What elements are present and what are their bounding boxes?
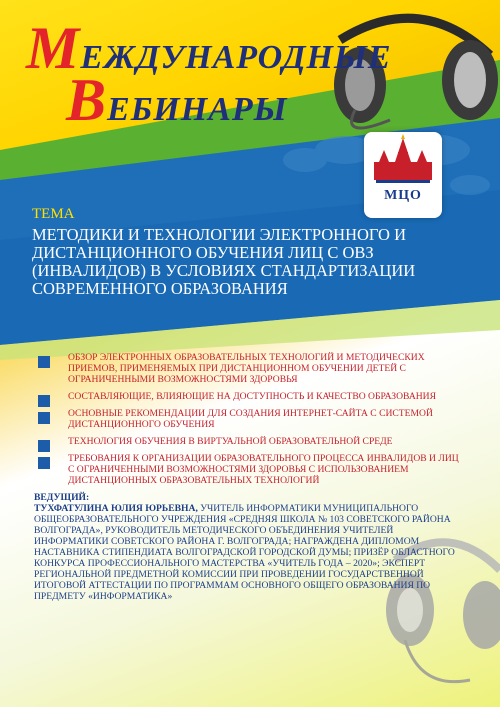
host-name: ТУХФАТУЛИНА ЮЛИЯ ЮРЬЕВНА, bbox=[34, 503, 198, 514]
title-line-2-initial: В bbox=[66, 67, 108, 133]
topic-title: МЕТОДИКИ И ТЕХНОЛОГИИ ЭЛЕКТРОННОГО И ДИСТАНЦИОННОГО ОБУЧЕНИЯ ЛИЦ С ОВЗ (ИНВАЛИДОВ) В УСЛОВИЯХ СТАНДАРТИЗАЦИИ СОВРЕМЕННОГО ОБРАЗОВАНИЯ bbox=[32, 225, 416, 298]
title-line-1-rest: ЕЖДУНАРОДНЫЕ bbox=[80, 39, 392, 76]
list-item: ОБЗОР ЭЛЕКТРОННЫХ ОБРАЗОВАТЕЛЬНЫХ ТЕХНОЛОГИЙ И МЕТОДИЧЕСКИХ ПРИЕМОВ, ПРИМЕНЯЕМЫХ ПРИ ДИСТАНЦИОННОМ ОБУЧЕНИИ ДЕТЕЙ С ОГРАНИЧЕННЫМИ ВОЗМОЖНОСТЯМИ ЗДОРОВЬЯ bbox=[36, 352, 466, 385]
list-item: ТЕХНОЛОГИЯ ОБУЧЕНИЯ В ВИРТУАЛЬНОЙ ОБРАЗОВАТЕЛЬНОЙ СРЕДЕ bbox=[36, 436, 466, 447]
bullet-square-icon bbox=[38, 395, 50, 407]
bullet-square-icon bbox=[38, 440, 50, 452]
host-info bbox=[34, 492, 464, 602]
list-item: ТРЕБОВАНИЯ К ОРГАНИЗАЦИИ ОБРАЗОВАТЕЛЬНОГО ПРОЦЕССА ИНВАЛИДОВ И ЛИЦ С ОГРАНИЧЕННЫМИ ВОЗМОЖНОСТЯМИ ЗДОРОВЬЯ С ИСПОЛЬЗОВАНИЕМ ДИСТАНЦИОННЫХ ОБРАЗОВАТЕЛЬНЫХ ТЕХНОЛОГИЙ bbox=[36, 453, 466, 486]
bullet-square-icon bbox=[38, 457, 50, 469]
bullet-square-icon bbox=[38, 356, 50, 368]
bullet-square-icon bbox=[38, 412, 50, 424]
topic-label: ТЕМА bbox=[32, 206, 75, 222]
poster-title bbox=[26, 15, 392, 133]
host-label: ВЕДУЩИЙ: bbox=[34, 492, 90, 503]
topic-list bbox=[36, 352, 466, 492]
title-line-2 bbox=[66, 67, 346, 133]
title-line-2-rest: ЕБИНАРЫ bbox=[107, 91, 288, 128]
mco-logo bbox=[364, 132, 442, 218]
list-item: СОСТАВЛЯЮЩИЕ, ВЛИЯЮЩИЕ НА ДОСТУПНОСТЬ И КАЧЕСТВО ОБРАЗОВАНИЯ bbox=[36, 391, 466, 402]
logo-text: МЦО bbox=[384, 188, 422, 203]
list-item: ОСНОВНЫЕ РЕКОМЕНДАЦИИ ДЛЯ СОЗДАНИЯ ИНТЕРНЕТ-САЙТА С СИСТЕМОЙ ДИСТАНЦИОННОГО ОБУЧЕНИЯ bbox=[36, 408, 466, 430]
host-bio: УЧИТЕЛЬ ИНФОРМАТИКИ МУНИЦИПАЛЬНОГО ОБЩЕОБРАЗОВАТЕЛЬНОГО УЧРЕЖДЕНИЯ «СРЕДНЯЯ ШКОЛА № 103 СОВЕТСКОГО РАЙОНА ВОЛГОГРАДА», РУКОВОДИТЕЛЬ МЕТОДИЧЕСКОГО ОБЪЕДИНЕНИЯ УЧИТЕЛЕЙ ИНФОРМАТИКИ СОВЕТСКОГО РАЙОНА Г. ВОЛГОГРАДА; НАГРАЖДЕНА ДИПЛОМОМ НАСТАВНИКА СТИПЕНДИАТА ВОЛГОГРАДСКОЙ ГОРОДСКОЙ ДУМЫ; ПРИЗЁР ОБЛАСТНОГО КОНКУРСА ПРОФЕССИОНАЛЬНОГО МАСТЕРСТВА «УЧИТЕЛЬ ГОДА – 2020»; ЭКСПЕРТ РЕГИОНАЛЬНОЙ ПРЕДМЕТНОЙ КОМИССИИ ПРИ ПРОВЕДЕНИИ ГОСУДАРСТВЕННОЙ ИТОГОВОЙ АТТЕСТАЦИИ ПО ПРОГРАММАМ ОСНОВНОГО ОБЩЕГО ОБРАЗОВАНИЯ ПО ПРЕДМЕТУ «ИНФОРМАТИКА» bbox=[34, 503, 455, 602]
title-line-1-initial: М bbox=[26, 15, 81, 81]
kremlin-icon bbox=[364, 132, 442, 188]
